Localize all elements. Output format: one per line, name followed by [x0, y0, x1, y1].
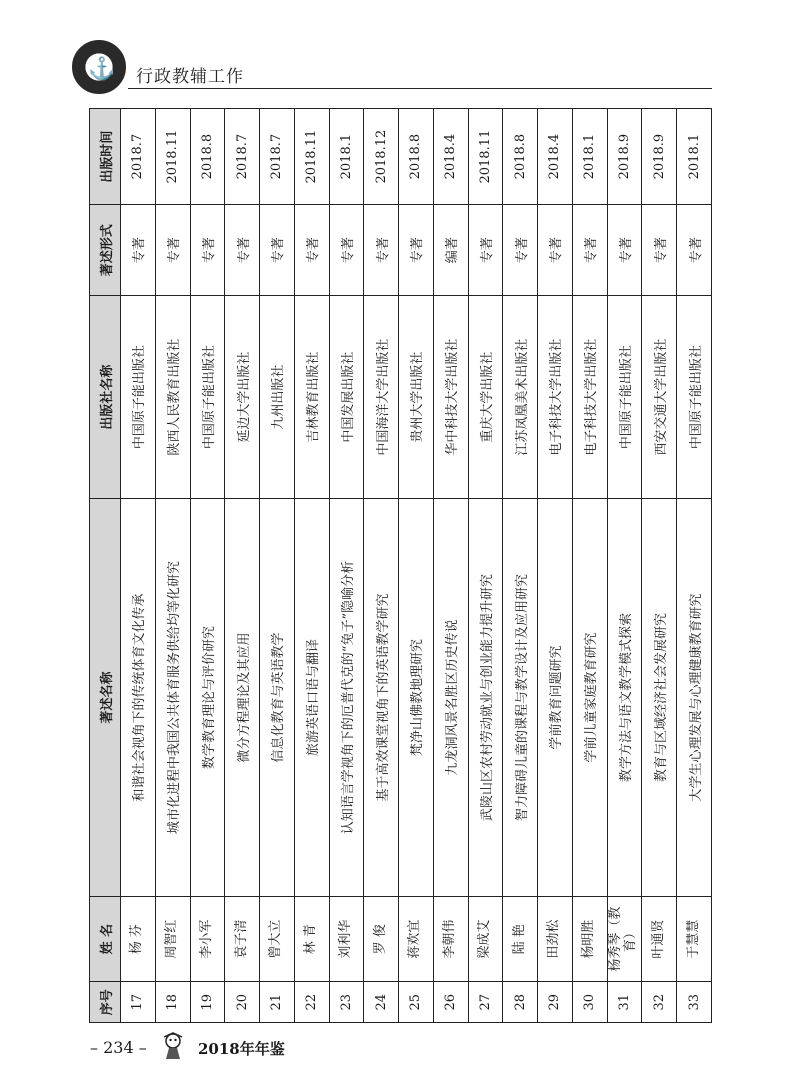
cell-publisher: 陕西人民教育出版社	[155, 296, 190, 499]
cell-date: 2018.1	[329, 109, 364, 205]
cell-number: 31	[607, 982, 642, 1023]
cell-date: 2018.8	[503, 109, 538, 205]
cell-form: 专著	[155, 205, 190, 296]
cell-date: 2018.4	[433, 109, 468, 205]
cell-publisher: 延边大学出版社	[225, 296, 260, 499]
table-row	[468, 109, 503, 1023]
cell-form: 专著	[642, 205, 677, 296]
table-row	[260, 109, 295, 1023]
cell-work: 教育与区域经济社会发展研究	[642, 499, 677, 897]
header-number: 序号	[90, 982, 121, 1023]
cell-date: 2018.11	[294, 109, 329, 205]
cell-date: 2018.1	[572, 109, 607, 205]
cell-number: 22	[294, 982, 329, 1023]
cell-number: 33	[677, 982, 712, 1023]
cell-work: 学前教育问题研究	[538, 499, 573, 897]
cell-name: 叶通贤	[642, 896, 677, 982]
cell-number: 27	[468, 982, 503, 1023]
table-row	[225, 109, 260, 1023]
header-form: 著述形式	[90, 205, 121, 296]
cell-number: 24	[364, 982, 399, 1023]
cell-name: 林 青	[294, 896, 329, 982]
cell-publisher: 华中科技大学出版社	[433, 296, 468, 499]
publications-table	[89, 108, 712, 1023]
cell-date: 2018.9	[642, 109, 677, 205]
cell-publisher: 贵州大学出版社	[399, 296, 434, 499]
cell-work: 智力障碍儿童的课程与教学设计及应用研究	[503, 499, 538, 897]
cell-date: 2018.11	[468, 109, 503, 205]
cell-name: 罗 俊	[364, 896, 399, 982]
cell-work: 信息化教育与英语教学	[260, 499, 295, 897]
table-row	[399, 109, 434, 1023]
header-work: 著述名称	[90, 499, 121, 897]
cell-number: 19	[190, 982, 225, 1023]
cell-number: 28	[503, 982, 538, 1023]
cell-number: 26	[433, 982, 468, 1023]
cell-date: 2018.1	[677, 109, 712, 205]
cell-form: 专著	[190, 205, 225, 296]
cell-name: 杨 芬	[121, 896, 156, 982]
cell-date: 2018.12	[364, 109, 399, 205]
logo-emblem-icon: ⚓	[88, 56, 116, 82]
cell-work: 九龙洞风景名胜区历史传说	[433, 499, 468, 897]
cell-date: 2018.7	[121, 109, 156, 205]
cell-number: 29	[538, 982, 573, 1023]
page-header	[72, 40, 712, 96]
table-row	[433, 109, 468, 1023]
cell-number: 18	[155, 982, 190, 1023]
cell-publisher: 中国海洋大学出版社	[364, 296, 399, 499]
cell-number: 17	[121, 982, 156, 1023]
cell-form: 专著	[572, 205, 607, 296]
table-row	[121, 109, 156, 1023]
table-row	[329, 109, 364, 1023]
cell-publisher: 西安交通大学出版社	[642, 296, 677, 499]
cell-form: 编著	[433, 205, 468, 296]
cell-publisher: 电子科技大学出版社	[572, 296, 607, 499]
cell-publisher: 重庆大学出版社	[468, 296, 503, 499]
cell-name: 蒋欢宜	[399, 896, 434, 982]
table-row	[503, 109, 538, 1023]
yearbook-title: 2018年年鉴	[198, 1040, 285, 1058]
cell-name: 刘利华	[329, 896, 364, 982]
cell-work: 梵净山佛教地理研究	[399, 499, 434, 897]
cell-work: 认知语言学视角下的厄普代克的“兔子”隐喻分析	[329, 499, 364, 897]
table-header-row	[90, 109, 121, 1023]
cell-date: 2018.8	[190, 109, 225, 205]
cell-date: 2018.8	[399, 109, 434, 205]
cell-publisher: 中国原子能出版社	[677, 296, 712, 499]
cell-form: 专著	[538, 205, 573, 296]
cell-form: 专著	[607, 205, 642, 296]
cell-number: 25	[399, 982, 434, 1023]
cell-form: 专著	[364, 205, 399, 296]
cell-number: 32	[642, 982, 677, 1023]
table-body	[121, 109, 712, 1023]
table-row	[155, 109, 190, 1023]
cell-publisher: 中国发展出版社	[329, 296, 364, 499]
cell-form: 专著	[677, 205, 712, 296]
mascot-icon	[160, 1032, 186, 1060]
cell-work: 微分方程理论及其应用	[225, 499, 260, 897]
cell-work: 旅游英语口语与翻译	[294, 499, 329, 897]
section-title: 行政教辅工作	[136, 67, 244, 87]
cell-form: 专著	[225, 205, 260, 296]
cell-publisher: 电子科技大学出版社	[538, 296, 573, 499]
cell-date: 2018.4	[538, 109, 573, 205]
cell-number: 30	[572, 982, 607, 1023]
cell-work: 基于高效课堂视角下的英语教学研究	[364, 499, 399, 897]
cell-name: 杨秀琴（教育）	[607, 896, 642, 982]
cell-form: 专著	[329, 205, 364, 296]
header-rule	[128, 88, 712, 89]
cell-form: 专著	[399, 205, 434, 296]
cell-publisher: 九州出版社	[260, 296, 295, 499]
table-row	[190, 109, 225, 1023]
cell-date: 2018.7	[260, 109, 295, 205]
cell-name: 袁子清	[225, 896, 260, 982]
cell-form: 专著	[503, 205, 538, 296]
cell-name: 梁成艾	[468, 896, 503, 982]
cell-form: 专著	[468, 205, 503, 296]
cell-name: 李朝伟	[433, 896, 468, 982]
cell-work: 和谐社会视角下的传统体育文化传承	[121, 499, 156, 897]
cell-name: 于慧慧	[677, 896, 712, 982]
cell-name: 李小军	[190, 896, 225, 982]
table-row	[572, 109, 607, 1023]
rotated-table-frame	[89, 108, 712, 1023]
table-row	[642, 109, 677, 1023]
table-row	[294, 109, 329, 1023]
table-row	[538, 109, 573, 1023]
cell-work: 学前儿童家庭教育研究	[572, 499, 607, 897]
table-row	[607, 109, 642, 1023]
header-publisher: 出版社名称	[90, 296, 121, 499]
cell-number: 23	[329, 982, 364, 1023]
table-row	[677, 109, 712, 1023]
page-footer	[90, 1032, 390, 1066]
cell-form: 专著	[121, 205, 156, 296]
cell-publisher: 中国原子能出版社	[190, 296, 225, 499]
header-date: 出版时间	[90, 109, 121, 205]
cell-name: 田劲松	[538, 896, 573, 982]
cell-number: 21	[260, 982, 295, 1023]
cell-work: 城市化进程中我国公共体育服务供给均等化研究	[155, 499, 190, 897]
cell-date: 2018.11	[155, 109, 190, 205]
cell-publisher: 中国原子能出版社	[607, 296, 642, 499]
page-number: – 234 –	[90, 1038, 147, 1057]
cell-form: 专著	[294, 205, 329, 296]
university-logo	[72, 40, 126, 94]
cell-date: 2018.7	[225, 109, 260, 205]
cell-work: 数学教育理论与评价研究	[190, 499, 225, 897]
cell-name: 杨明胜	[572, 896, 607, 982]
cell-name: 周智红	[155, 896, 190, 982]
table-row	[364, 109, 399, 1023]
cell-publisher: 中国原子能出版社	[121, 296, 156, 499]
cell-name: 曾大立	[260, 896, 295, 982]
table-container	[89, 108, 712, 1023]
cell-number: 20	[225, 982, 260, 1023]
cell-work: 大学生心理发展与心理健康教育研究	[677, 499, 712, 897]
cell-publisher: 江苏凤凰美术出版社	[503, 296, 538, 499]
cell-work: 武陵山区农村劳动就业与创业能力提升研究	[468, 499, 503, 897]
cell-publisher: 吉林教育出版社	[294, 296, 329, 499]
cell-date: 2018.9	[607, 109, 642, 205]
cell-name: 陆 艳	[503, 896, 538, 982]
cell-form: 专著	[260, 205, 295, 296]
cell-work: 教学方法与语文教学模式探索	[607, 499, 642, 897]
header-name: 姓 名	[90, 896, 121, 982]
